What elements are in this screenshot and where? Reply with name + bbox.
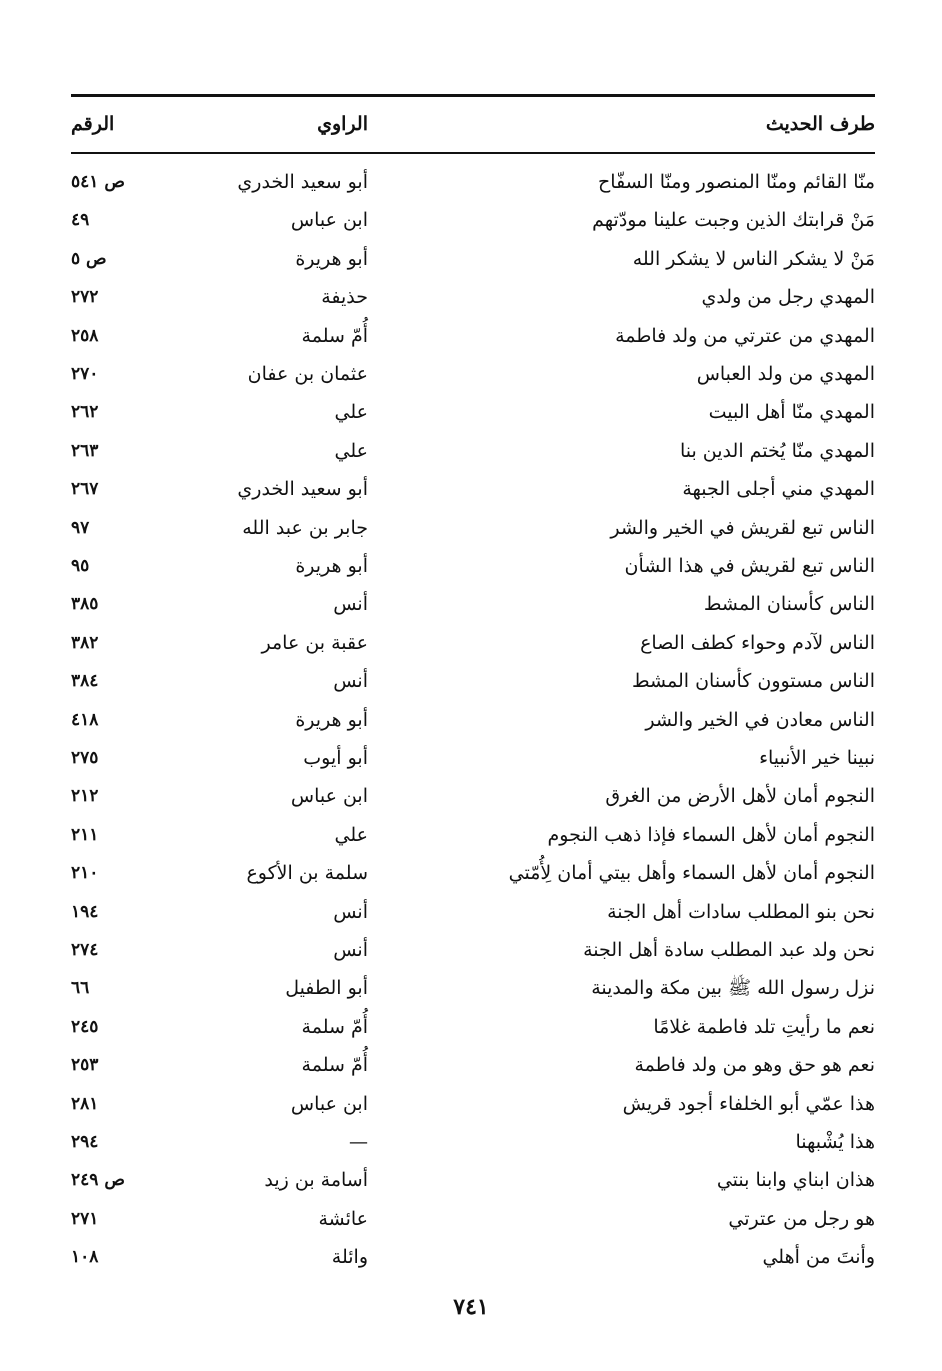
table-row bbox=[71, 1200, 875, 1238]
hadith-text: نحن بنو المطلب سادات أهل الجنة bbox=[607, 900, 875, 923]
table-row bbox=[71, 393, 875, 431]
hadith-text: المهدي من ولد العباس bbox=[696, 363, 875, 385]
table-row bbox=[71, 1238, 875, 1276]
hadith-text: النجوم أمان لأهل الأرض من الغرق bbox=[605, 785, 875, 808]
hadith-number-cell bbox=[71, 701, 143, 739]
hadith-number: ١٠٨ bbox=[71, 1247, 99, 1268]
hadith-text: المهدي من عترتي من ولد فاطمة bbox=[615, 324, 875, 347]
hadith-number: ٢٧٠ bbox=[71, 364, 99, 384]
hadith-number-cell bbox=[71, 816, 143, 854]
table-row bbox=[71, 317, 875, 355]
table-row bbox=[71, 893, 875, 931]
hadith-text: النجوم أمان لأهل السماء وأهل بيتي أمان لِأُمّتي bbox=[508, 862, 875, 885]
narrator-name: أبو سعيد الخدري bbox=[237, 478, 368, 501]
table-row bbox=[71, 1085, 875, 1123]
narrator-name: حذيفة bbox=[321, 286, 368, 309]
hadith-text: نعم ما رأيتِ تلد فاطمة غلامًا bbox=[653, 1015, 875, 1038]
narrator-name: عائشة bbox=[318, 1207, 368, 1230]
hadith-text: نعم هو حق وهو من ولد فاطمة bbox=[634, 1054, 875, 1077]
narrator-name: أبو هريرة bbox=[295, 555, 368, 577]
hadith-text: هذان ابناي وابنا بنتي bbox=[716, 1169, 875, 1192]
hadith-number: ٢٦٧ bbox=[71, 479, 99, 500]
hadith-number: ٦٦ bbox=[71, 978, 90, 999]
hadith-text: المهدي منّا يُختم الدين بنا bbox=[679, 439, 875, 462]
hadith-number-cell bbox=[71, 1200, 143, 1238]
hadith-number: ٢٥٨ bbox=[71, 325, 99, 346]
hadith-number-cell bbox=[71, 470, 143, 508]
hadith-number: ٢٧٤ bbox=[71, 940, 99, 960]
table-row bbox=[71, 969, 875, 1007]
table-row bbox=[71, 739, 875, 777]
hadith-number: ٢٥٣ bbox=[71, 1055, 99, 1076]
narrator-name: أسامة بن زيد bbox=[264, 1169, 368, 1192]
hadith-number: ٩٥ bbox=[71, 556, 90, 576]
header-rule bbox=[71, 152, 875, 154]
narrator-name: أبو سعيد الخدري bbox=[237, 171, 368, 193]
hadith-text: هذا يُشْبهنا bbox=[795, 1131, 875, 1153]
hadith-text: المهدي منّا أهل البيت bbox=[708, 401, 875, 424]
narrator-name: عقبة بن عامر bbox=[261, 631, 368, 654]
narrator-name: ابن عباس bbox=[290, 1092, 368, 1115]
hadith-text: الناس كأسنان المشط bbox=[703, 593, 875, 616]
hadith-number: ٩٧ bbox=[71, 517, 90, 538]
hadith-text: هذا عمّي أبو الخلفاء أجود قريش bbox=[622, 1092, 875, 1115]
table-row bbox=[71, 1046, 875, 1084]
narrator-name: أبو هريرة bbox=[295, 247, 368, 270]
table-row bbox=[71, 163, 875, 201]
hadith-text: منّا القائم ومنّا المنصور ومنّا السفّاح bbox=[598, 171, 875, 193]
hadith-number: ٢٩٤ bbox=[71, 1132, 99, 1152]
hadith-number-cell bbox=[71, 355, 143, 393]
hadith-number: ٢٧١ bbox=[71, 1208, 99, 1229]
hadith-number: ٢١٠ bbox=[71, 863, 99, 884]
narrator-name: وائلة bbox=[331, 1246, 368, 1269]
hadith-number-cell bbox=[71, 317, 143, 355]
hadith-number: ٤٩ bbox=[71, 210, 90, 231]
hadith-number-cell bbox=[71, 739, 143, 777]
hadith-number: ص ٢٤٩ bbox=[71, 1170, 125, 1191]
hadith-number-cell bbox=[71, 1046, 143, 1084]
header-hadith: طرف الحديث bbox=[765, 113, 875, 135]
hadith-text: وأنتَ من أهلي bbox=[762, 1246, 875, 1269]
table-row bbox=[71, 470, 875, 508]
table-header bbox=[71, 106, 875, 142]
table-row bbox=[71, 624, 875, 662]
hadith-text: مَنْ قرابتك الذين وجبت علينا مودّتهم bbox=[592, 209, 875, 232]
hadith-text: مَنْ لا يشكر الناس لا يشكر الله bbox=[632, 247, 875, 270]
narrator-name: أُمّ سلمة bbox=[301, 1054, 368, 1077]
hadith-number-cell bbox=[71, 278, 143, 316]
narrator-name: سلمة بن الأكوع bbox=[246, 862, 368, 885]
table-row bbox=[71, 1008, 875, 1046]
table-row bbox=[71, 701, 875, 739]
hadith-text: الناس لآدم وحواء كطف الصاع bbox=[640, 631, 875, 654]
hadith-number-cell bbox=[71, 931, 143, 969]
hadith-text: النجوم أمان لأهل السماء فإذا ذهب النجوم bbox=[547, 823, 875, 846]
narrator-name: ابن عباس bbox=[290, 785, 368, 808]
hadith-number: ٢٨١ bbox=[71, 1093, 99, 1114]
hadith-number-cell bbox=[71, 969, 143, 1007]
narrator-name: علي bbox=[334, 439, 368, 462]
hadith-number: ٢٦٢ bbox=[71, 402, 99, 423]
narrator-name: عثمان بن عفان bbox=[247, 363, 368, 385]
hadith-number: ٣٨٤ bbox=[71, 671, 99, 692]
table-row bbox=[71, 201, 875, 239]
narrator-name: أنس bbox=[333, 670, 368, 693]
hadith-number-cell bbox=[71, 509, 143, 547]
hadith-number: ص ٥ bbox=[71, 248, 107, 269]
hadith-number-cell bbox=[71, 854, 143, 892]
hadith-text: الناس مستوون كأسنان المشط bbox=[632, 670, 875, 693]
hadith-number-cell bbox=[71, 624, 143, 662]
hadith-number-cell bbox=[71, 163, 143, 201]
hadith-number-cell bbox=[71, 893, 143, 931]
table-row bbox=[71, 585, 875, 623]
page-number: ٧٤١ bbox=[453, 1294, 489, 1320]
hadith-number-cell bbox=[71, 240, 143, 278]
hadith-number: ٢٤٥ bbox=[71, 1016, 99, 1037]
hadith-text: نبينا خير الأنبياء bbox=[759, 747, 875, 769]
hadith-number-cell bbox=[71, 1161, 143, 1199]
table-row bbox=[71, 432, 875, 470]
header-narrator: الراوي bbox=[317, 113, 368, 135]
hadith-number-cell bbox=[71, 777, 143, 815]
hadith-number: ٣٨٥ bbox=[71, 594, 99, 615]
hadith-number-cell bbox=[71, 432, 143, 470]
hadith-number: ص ٥٤١ bbox=[71, 172, 125, 192]
hadith-text: المهدي رجل من ولدي bbox=[701, 286, 875, 309]
narrator-name: أنس bbox=[333, 939, 368, 961]
narrator-name: علي bbox=[334, 823, 368, 846]
hadith-number: ٢١٢ bbox=[71, 786, 99, 807]
narrator-name: أُمّ سلمة bbox=[301, 324, 368, 347]
hadith-number: ١٩٤ bbox=[71, 901, 99, 922]
hadith-number-cell bbox=[71, 1238, 143, 1276]
hadith-text: الناس تبع لقريش في الخير والشر bbox=[610, 516, 875, 539]
narrator-name: — bbox=[349, 1131, 368, 1153]
table-row bbox=[71, 816, 875, 854]
narrator-name: أنس bbox=[333, 593, 368, 616]
hadith-number: ٤١٨ bbox=[71, 709, 99, 730]
table-row bbox=[71, 662, 875, 700]
header-number: الرقم bbox=[71, 113, 115, 135]
table-row bbox=[71, 1161, 875, 1199]
table-row bbox=[71, 240, 875, 278]
hadith-number: ٣٨٢ bbox=[71, 632, 99, 653]
top-rule bbox=[71, 94, 875, 97]
hadith-text: نحن ولد عبد المطلب سادة أهل الجنة bbox=[583, 939, 875, 961]
hadith-number-cell bbox=[71, 393, 143, 431]
hadith-text: المهدي مني أجلى الجبهة bbox=[682, 478, 875, 501]
table-row bbox=[71, 509, 875, 547]
hadith-number-cell bbox=[71, 585, 143, 623]
hadith-text: نزل رسول الله ﷺ بين مكة والمدينة bbox=[591, 977, 875, 1000]
hadith-number-cell bbox=[71, 1008, 143, 1046]
table-row bbox=[71, 355, 875, 393]
narrator-name: أبو هريرة bbox=[295, 708, 368, 731]
narrator-name: ابن عباس bbox=[290, 209, 368, 232]
hadith-number-cell bbox=[71, 1085, 143, 1123]
hadith-text: الناس معادن في الخير والشر bbox=[645, 708, 875, 731]
narrator-name: أبو أيوب bbox=[303, 747, 368, 769]
table-row bbox=[71, 777, 875, 815]
hadith-number-cell bbox=[71, 201, 143, 239]
hadith-number-cell bbox=[71, 547, 143, 585]
hadith-number: ٢٧٢ bbox=[71, 287, 99, 308]
narrator-name: جابر بن عبد الله bbox=[242, 516, 368, 539]
table-row bbox=[71, 278, 875, 316]
hadith-number: ٢٧٥ bbox=[71, 748, 99, 768]
hadith-text: هو رجل من عترتي bbox=[728, 1207, 875, 1230]
hadith-text: الناس تبع لقريش في هذا الشأن bbox=[624, 555, 875, 577]
table-row bbox=[71, 1123, 875, 1161]
table-row bbox=[71, 547, 875, 585]
hadith-number: ٢٦٣ bbox=[71, 440, 99, 461]
hadith-number-cell bbox=[71, 662, 143, 700]
hadith-number-cell bbox=[71, 1123, 143, 1161]
hadith-number: ٢١١ bbox=[71, 824, 99, 845]
narrator-name: أُمّ سلمة bbox=[301, 1015, 368, 1038]
narrator-name: أنس bbox=[333, 900, 368, 923]
narrator-name: علي bbox=[334, 401, 368, 424]
table-row bbox=[71, 931, 875, 969]
table-row bbox=[71, 854, 875, 892]
narrator-name: أبو الطفيل bbox=[285, 977, 368, 1000]
